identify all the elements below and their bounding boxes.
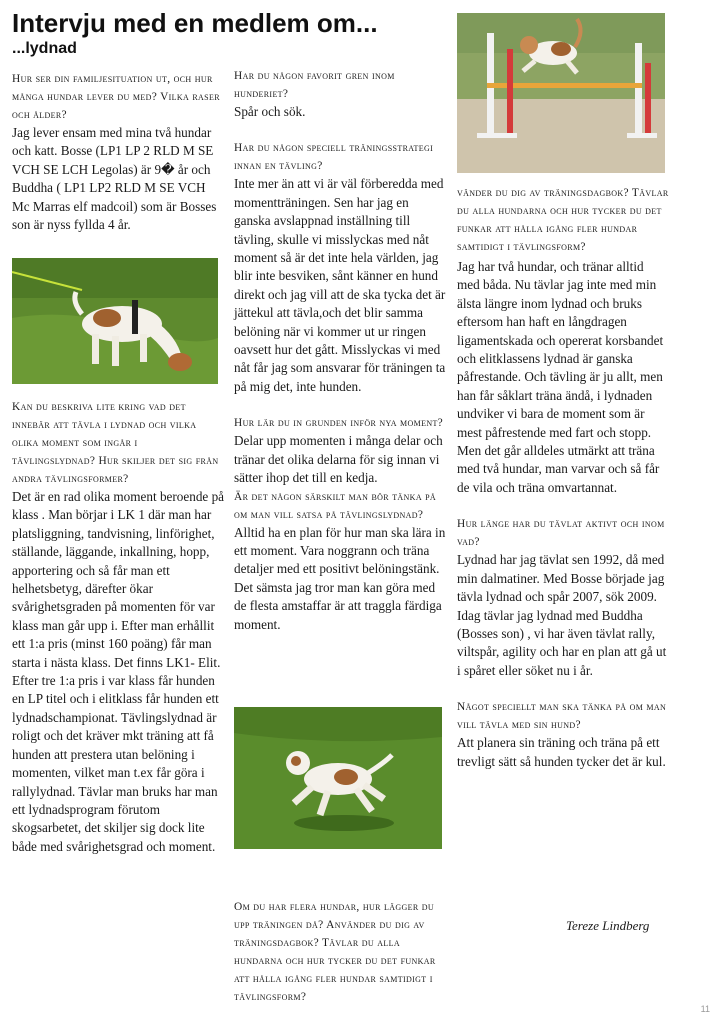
answer-4: Inte mer än att vi är väl förberedda med momentträningen. Sen har jag en ganska avslappnad inställning till tävling, skulle vi misslyckas med nåt moment så är det inte hela världen, jag blir inte besviken, sånt känner en hund direkt och jag vill att de ska tycka det är jättekul att tävla,och det blir samma belöning när vi kommer ut ur ringen oavsett hur det gått. Misslyckas vi med nåt får jag som ansvarar för träningen ta på mig det, inte hunden. bbox=[234, 176, 446, 394]
page-subtitle: ...lydnad bbox=[12, 40, 77, 57]
column-2-bottom bbox=[234, 862, 446, 1003]
question-3: Har du någon favorit gren inom hunderiet? bbox=[234, 70, 395, 100]
author-signature: Tereze Lindberg bbox=[566, 918, 650, 933]
page-number: 11 bbox=[700, 1004, 710, 1014]
question-4: Har du någon speciell träningsstrategi innan en tävling? bbox=[234, 142, 434, 173]
answer-6: Alltid ha en plan för hur man ska lära in ett moment. Vara noggrann och träna detaljer med ett positivt belöningstänk. Det sämsta jag tror man kan göra med de flesta amstaffar är att traggla färdiga moment. bbox=[234, 524, 446, 632]
answer-2: Det är en rad olika moment beroende på klass . Man börjar i LK 1 där man har platsliggning, tandvisning, linförighet, ställande, läggande, inkallning, hopp, apportering och så får man ett helhetsbetyg, därefter ökar svårighetsgraden på momenten för var klass man går upp i. Efter man erhållit ett 1:a pris (minst 160 poäng) får man starta i nästa klass. Det finns LK1- Elit. Efter tre 1:a pris i var klass får hunden en LP titel och i elitklass får hunden ett lydnadschampionat. Tävlingslydnad är roligt och det kräver mkt träning att få hunden att prestera utan belöning i momenten, vilket man t.ex får göra i rallylydnad. Tävlar man bruks har man ett lydnadsprogram förutom skogsarbetet, det skiljer sig dock lite både med svårighetsgrad och moment. bbox=[12, 489, 225, 854]
photo-dog-sniffing bbox=[12, 258, 218, 384]
column-1-bottom bbox=[12, 398, 224, 856]
question-1: Hur ser din familjesituation ut, och hur många hundar lever du med? Vilka raser och ålder? bbox=[12, 73, 220, 121]
question-2: Kan du beskriva lite kring vad det innebär att tävla i lydnad och vilka olika moment som ingår i tävlingslydnad? Hur skiljer det sig från andra tävlingsformer? bbox=[12, 401, 219, 485]
answer-7: Jag har två hundar, och tränar alltid med båda. Nu tävlar jag inte med min älsta längre inom lydnad och bruks eftersom han haft en långdragen ligamentskada och opererat korsbandet och elitklassens lydnad är ganska påfrestande. Och tävling är ju allt, men han får såklart träna ändå, i lydnaden undviker vi bara de moment som är mest påfrestende med fart och stopp. Men det går alldeles utmärkt att träna med två hundar, man varvar och så får de vila och träna omvartannat. bbox=[457, 259, 664, 495]
column-1-top bbox=[12, 70, 224, 234]
question-8: Hur länge har du tävlat aktivt och inom vad? bbox=[457, 518, 665, 549]
question-7-continued: vänder du dig av träningsdagbok? Tävlar du alla hundarna och hur tycker du det funkar att hålla igång fler hundar samtidigt i tävlingsform? bbox=[457, 187, 669, 253]
question-5: Hur lär du in grunden inför nya moment? bbox=[234, 417, 444, 430]
question-7: Om du har flera hundar, hur lägger du upp träningen då? Använder du dig av träningsdagbok? Tävlar du alla hundarna och hur tycker du det funkar att hålla igång fler hundar samtidigt i tävlingsform? bbox=[234, 901, 436, 1003]
page-title: Intervju med en medlem om... bbox=[12, 8, 378, 38]
question-9: Något speciellt man ska tänka på om man vill tävla med sin hund? bbox=[457, 701, 667, 732]
column-3-top bbox=[457, 184, 669, 256]
photo-dog-running bbox=[234, 707, 442, 849]
answer-5: Delar upp momenten i många delar och tränar det olika delarna för sig innan vi sätter ihop det till en kedja. bbox=[234, 433, 443, 486]
answer-9: Att planera sin träning och träna på ett trevligt sätt så hunden tycker det är kul. bbox=[457, 735, 666, 769]
question-6: Är det någon särskilt man bör tänka på om man vill satsa på tävlingslydnad? bbox=[234, 490, 437, 521]
answer-3: Spår och sök. bbox=[234, 104, 306, 119]
photo-dog-jumping bbox=[457, 13, 665, 173]
column-2-top bbox=[234, 67, 446, 678]
answer-8: Lydnad har jag tävlat sen 1992, då med min dalmatiner. Med Bosse började jag tävla lydnad och spår 2007, sök 2009. Idag tävlar jag lydnad med Buddha (Bosses son) , vi har även tävlat rally, viltspår, agility och har en plan att gå ut i spåret eller söket nu i år. bbox=[457, 552, 667, 678]
answer-1: Jag lever ensam med mina två hundar och katt. Bosse (LP1 LP 2 RLD M SE VCH SE LCH Legolas) är 9� år och Buddha ( LP1 LP2 RLD M SE VCH Mc Marras elf madcoil) som är Bosses son är nyss fyllda 4 år. bbox=[12, 125, 217, 233]
column-3 bbox=[457, 258, 669, 771]
